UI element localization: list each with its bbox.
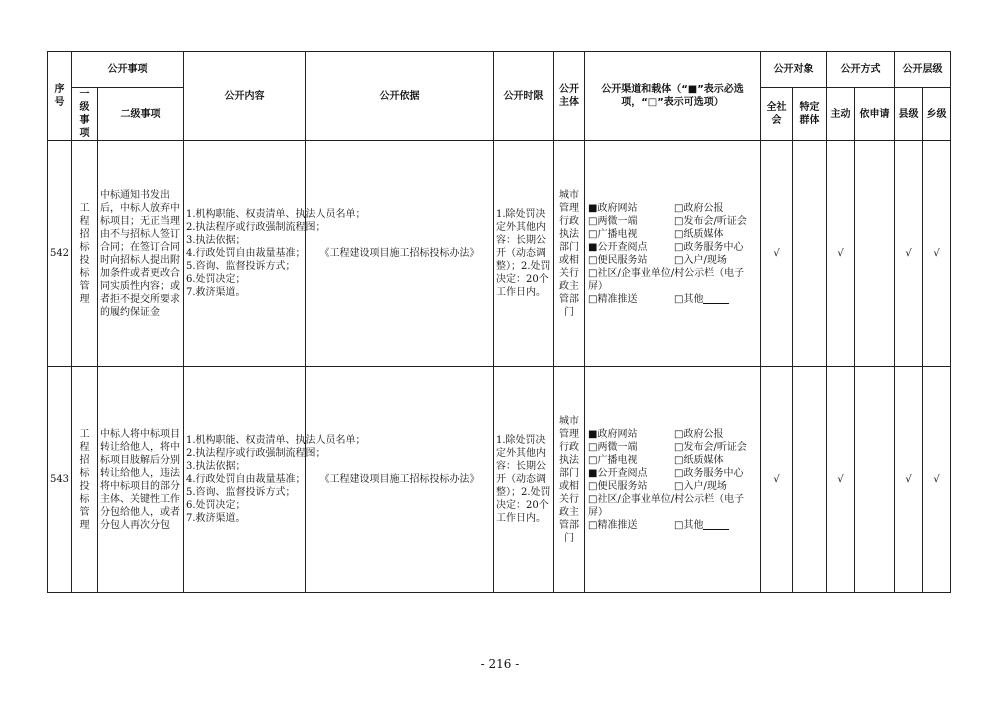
channel-option: □两微一端 [588, 215, 638, 227]
header-target-group: 特定群体 [793, 88, 827, 141]
row-target-group [793, 367, 827, 593]
channel-option: □发布会/听证会 [674, 441, 747, 453]
channel-option: □政务服务中心 [674, 467, 744, 479]
row-method-active: √ [827, 141, 855, 367]
row-level-county: √ [895, 141, 923, 367]
channel-option: □精准推送 [588, 293, 638, 305]
row-method-active: √ [827, 367, 855, 593]
row-level1: 工程招标投标管理 [72, 367, 98, 593]
channel-option: □入户/现场 [674, 480, 727, 492]
row-basis: 《工程建设项目施工招标投标办法》 [306, 141, 494, 367]
channel-option: □政务服务中心 [674, 241, 744, 253]
channel-option: □广播电视 [588, 228, 638, 240]
channel-option: □精准推送 [588, 519, 638, 531]
content-line: 5.咨询、监督投诉方式； [186, 487, 296, 498]
row-level-town: √ [923, 141, 951, 367]
header-subject: 公开主体 [554, 52, 585, 141]
channel-option: □其他 [674, 519, 704, 531]
row-channels [585, 367, 761, 593]
content-line: 4.行政处罚自由裁量基准； [186, 474, 306, 485]
channel-option: □两微一端 [588, 441, 638, 453]
row-method-request [855, 141, 895, 367]
channel-option: □便民服务站 [588, 480, 648, 492]
header-seq: 序号 [48, 52, 72, 141]
channel-option: □政府公报 [674, 428, 724, 440]
row-level2: 中标人将中标项目转让给他人，将中标项目肢解后分别转让给他人，违法将中标项目的部分主体、关键性工作分包给他人，或者分包人再次分包 [98, 367, 184, 593]
channel-option: □纸质媒体 [674, 228, 724, 240]
header-time-limit: 公开时限 [494, 52, 554, 141]
header-method: 公开方式 [827, 52, 895, 88]
content-line: 4.行政处罚自由裁量基准； [186, 248, 306, 259]
row-target-all: √ [761, 141, 793, 367]
channel-option: □社区/企事业单位/村公示栏（电子屏） [588, 493, 745, 518]
content-line: 1.机构职能、权责清单、执法人员名单； [186, 209, 366, 220]
header-level: 公开层级 [895, 52, 951, 88]
header-level2: 二级事项 [98, 88, 184, 141]
header-method-request: 依申请 [855, 88, 895, 141]
header-channels: 公开渠道和载体（“■”表示必选项，“□”表示可选项） [585, 52, 761, 141]
content-line: 5.咨询、监督投诉方式； [186, 261, 296, 272]
channel-option: □入户/现场 [674, 254, 727, 266]
content-line: 2.执法程序或行政强制流程图； [186, 448, 326, 459]
channel-option: ■政府网站 [588, 428, 638, 440]
channel-option: □广播电视 [588, 454, 638, 466]
content-line: 3.执法依据； [186, 235, 246, 246]
row-content [184, 367, 366, 593]
row-method-request [855, 367, 895, 593]
channel-option: □纸质媒体 [674, 454, 724, 466]
row-channels [585, 141, 761, 367]
row-seq: 542 [48, 141, 72, 367]
row-subject: 城市管理行政执法部门或相关行政主管部门 [554, 141, 585, 367]
row-content [184, 141, 366, 367]
channel-option: □政府公报 [674, 202, 724, 214]
header-row-1 [48, 52, 951, 88]
channel-option: ■政府网站 [588, 202, 638, 214]
fill-blank [703, 519, 729, 530]
table-row [48, 141, 951, 367]
header-matter: 公开事项 [72, 52, 184, 88]
header-level1: 一级事项 [72, 88, 98, 141]
channel-option: □社区/企事业单位/村公示栏（电子屏） [588, 267, 745, 292]
row-target-all: √ [761, 367, 793, 593]
page-number: - 216 - [480, 657, 520, 671]
row-level2: 中标通知书发出后，中标人放弃中标项目；无正当理由不与招标人签订合同；在签订合同时向招标人提出附加条件或者更改合同实质性内容；或者拒不提交所要求的履约保证金 [98, 141, 184, 367]
content-line: 7.救济渠道。 [186, 513, 246, 524]
channel-option: □便民服务站 [588, 254, 648, 266]
row-level-county: √ [895, 367, 923, 593]
row-level1: 工程招标投标管理 [72, 141, 98, 367]
header-content: 公开内容 [184, 52, 306, 141]
row-seq: 543 [48, 367, 72, 593]
header-level-county: 县级 [895, 88, 923, 141]
row-time-limit: 1.除处罚决定外其他内容：长期公开（动态调整）；2.处罚决定：20个工作日内。 [494, 141, 554, 367]
table-row [48, 367, 951, 593]
fill-blank [703, 293, 729, 304]
content-line: 6.处罚决定； [186, 500, 246, 511]
row-time-limit: 1.除处罚决定外其他内容：长期公开（动态调整）；2.处罚决定：20个工作日内。 [494, 367, 554, 593]
content-line: 6.处罚决定； [186, 274, 246, 285]
content-line: 1.机构职能、权责清单、执法人员名单； [186, 435, 366, 446]
header-method-active: 主动 [827, 88, 855, 141]
channel-option: ■公开查阅点 [588, 241, 648, 253]
content-line: 3.执法依据； [186, 461, 246, 472]
content-line: 2.执法程序或行政强制流程图； [186, 222, 326, 233]
row-basis: 《工程建设项目施工招标投标办法》 [306, 367, 494, 593]
channel-option: □发布会/听证会 [674, 215, 747, 227]
channel-option: □其他 [674, 293, 704, 305]
channel-option: ■公开查阅点 [588, 467, 648, 479]
content-line: 7.救济渠道。 [186, 287, 246, 298]
header-target: 公开对象 [761, 52, 827, 88]
header-level-town: 乡级 [923, 88, 951, 141]
disclosure-table [47, 51, 951, 593]
header-basis: 公开依据 [306, 52, 494, 141]
header-target-all: 全社会 [761, 88, 793, 141]
row-target-group [793, 141, 827, 367]
row-level-town: √ [923, 367, 951, 593]
row-subject: 城市管理行政执法部门或相关行政主管部门 [554, 367, 585, 593]
